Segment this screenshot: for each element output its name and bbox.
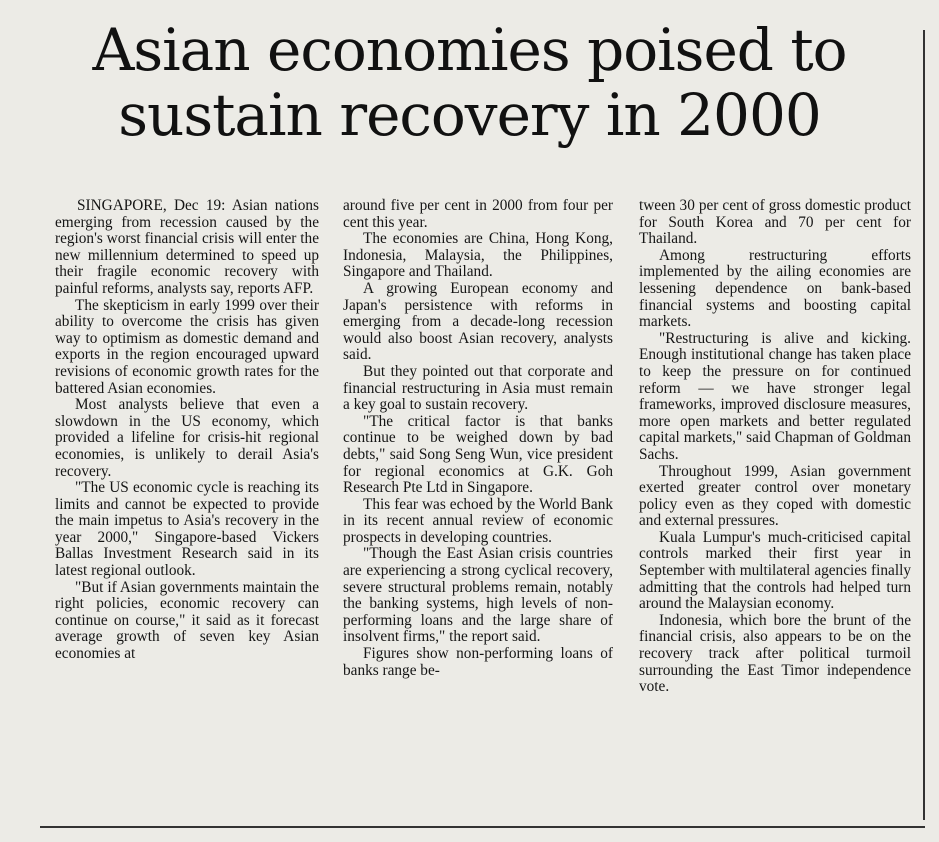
paragraph: Kuala Lumpur's much-criticised capital controls marked their first year in September with multilateral agencies finally admitting that the controls had helped turn around the Malaysian economy. <box>639 528 911 613</box>
headline-line-1: Asian economies poised to <box>92 16 847 84</box>
paragraph: This fear was echoed by the World Bank in its recent annual review of economic prospects in developing countries. <box>343 495 613 546</box>
paragraph: "The critical factor is that banks continue to be weighed down by bad debts," said Song Seng Wun, vice president for regional economics at G.K. Goh Research Pte Ltd in Singapore. <box>343 412 613 497</box>
paragraph: Most analysts believe that even a slowdown in the US economy, which provided a lifeline for crisis-hit regional economies, is unlikely to derail Asia's recovery. <box>55 396 319 480</box>
paragraph: Indonesia, which bore the brunt of the financial crisis, also appears to be on the recovery track after political turmoil surrounding the East Timor independence vote. <box>639 611 911 696</box>
article-body <box>55 198 915 823</box>
paragraph: But they pointed out that corporate and financial restructuring in Asia must remain a key goal to sustain recovery. <box>343 362 613 414</box>
column-rule-right <box>923 30 925 820</box>
paragraph: "Restructuring is alive and kicking. Enough institutional change has taken place to keep the pressure on for continued reform — we have stronger legal frameworks, improved disclosure measures, more open markets and better regulated capital markets," said Chapman of Goldman Sachs. <box>639 329 911 463</box>
headline-line-2: sustain recovery in 2000 <box>118 81 821 149</box>
paragraph: Figures show non-performing loans of banks range be- <box>343 645 613 679</box>
column-rule-bottom <box>40 826 925 828</box>
paragraph: A growing European economy and Japan's persistence with reforms in emerging from a decade-long recession would also boost Asian recovery, analysts said. <box>343 279 613 364</box>
paragraph: "But if Asian governments maintain the right policies, economic recovery can continue on course," it said as it forecast average growth of seven key Asian economies at <box>55 578 319 663</box>
paragraph: Among restructuring efforts implemented by the ailing economies are lessening dependence on bank-based financial systems and boosting capital markets. <box>639 246 911 331</box>
article-column-1 <box>55 198 319 663</box>
paragraph: Throughout 1999, Asian government exerted greater control over monetary policy even as they coped with domestic and external pressures. <box>639 462 911 530</box>
paragraph: "Though the East Asian crisis countries are experiencing a strong cyclical recovery, severe structural problems remain, notably the banking systems, high levels of non-performing loans and the large share of insolvent firms," the report said. <box>343 545 613 646</box>
paragraph: around five per cent in 2000 from four per cent this year. <box>343 197 613 231</box>
paragraph: The economies are China, Hong Kong, Indonesia, Malaysia, the Philippines, Singapore and Thailand. <box>343 230 613 281</box>
article-column-3 <box>639 198 911 696</box>
paragraph: The skepticism in early 1999 over their ability to overcome the crisis has given way to optimism as domestic demand and exports in the region encouraged upward revisions of economic growth rates for the battered Asian economies. <box>55 296 319 397</box>
paragraph: "The US economic cycle is reaching its limits and cannot be expected to provide the main impetus to Asia's recovery in the year 2000," Singapore-based Vickers Ballas Investment Research said in its latest regional outlook. <box>55 479 319 580</box>
paragraph: SINGAPORE, Dec 19: Asian nations emerging from recession caused by the region's worst financial crisis will enter the new millennium determined to speed up their fragile economic recovery with painful reforms, analysts say, reports AFP. <box>55 197 319 297</box>
paragraph: tween 30 per cent of gross domestic product for South Korea and 70 per cent for Thailand. <box>639 197 911 248</box>
headline <box>0 18 939 148</box>
article-column-2 <box>343 198 613 679</box>
